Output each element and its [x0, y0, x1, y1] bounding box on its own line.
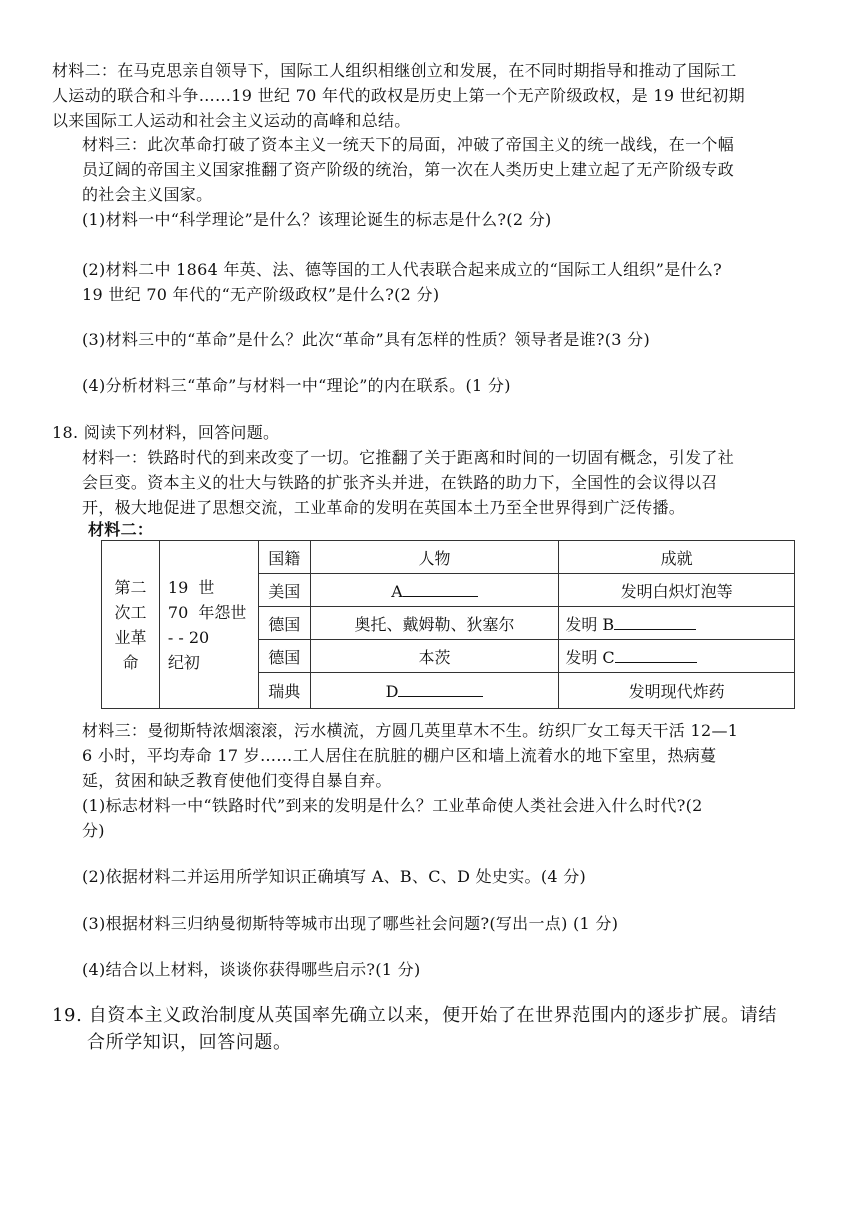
q17-material3-line-2: 员辽阔的帝国主义国家推翻了资产阶级的统治，第一次在人类历史上建立起了无产阶级专政: [82, 160, 735, 179]
q18-material2-label: 材料二：: [88, 520, 154, 539]
q17-question-1: (1)材料一中“科学理论”是什么？该理论诞生的标志是什么?(2 分): [82, 210, 552, 229]
header-person: 人物: [310, 541, 559, 574]
blank-label: 发明 C: [565, 647, 615, 667]
row-header-line: 第二: [114, 577, 147, 597]
q18-question-2: (2)依据材料二并运用所学知识正确填写 A、B、C、D 处史实。(4 分): [82, 867, 587, 886]
era-line: 70 年怨世: [167, 602, 247, 622]
q17-material2-line-2: 人运动的联合和斗争……19 世纪 70 年代的政权是历史上第一个无产阶级政权，是 19 世纪初期: [52, 86, 745, 105]
achievement-cell: [559, 640, 795, 673]
table-header-row: [102, 541, 795, 574]
fill-in-blank: [398, 680, 483, 697]
fill-in-blank: [615, 646, 697, 663]
row-header-line: 命: [122, 652, 139, 672]
person-cell: [310, 574, 559, 607]
q17-material2-line-3: 以来国际工人运动和社会主义运动的高峰和总结。: [52, 111, 411, 130]
header-nation: 国籍: [258, 541, 310, 574]
row-header-line: 业革: [114, 627, 147, 647]
q17-question-3: (3)材料三中的“革命”是什么？此次“革命”具有怎样的性质？领导者是谁?(3 分): [82, 330, 651, 349]
blank-label: 发明 B: [565, 614, 615, 634]
q18-question-3: (3)根据材料三归纳曼彻斯特等城市出现了哪些社会问题?(写出一点) (1 分): [82, 914, 619, 933]
q17-question-2-cont: 19 世纪 70 年代的“无产阶级政权”是什么?(2 分): [82, 285, 440, 304]
q18-material1-line-1: 材料一：铁路时代的到来改变了一切。它推翻了关于距离和时间的一切固有概念，引发了社: [82, 448, 735, 467]
person-cell: 奥托、戴姆勒、狄塞尔: [310, 607, 559, 640]
q18-material3-line-3: 延，贫困和缺乏教育使他们变得自暴自弃。: [82, 771, 392, 790]
era-line: 纪初: [167, 652, 200, 672]
achievement-cell: [559, 607, 795, 640]
person-cell: [310, 673, 559, 709]
header-achievement: 成就: [559, 541, 795, 574]
blank-label: A: [391, 581, 403, 601]
q18-question-1: (1)标志材料一中“铁路时代”到来的发明是什么？工业革命使人类社会进入什么时代?(2: [82, 796, 703, 815]
table-era-cell: [159, 541, 258, 709]
q18-material1-line-2: 会巨变。资本主义的壮大与铁路的扩张齐头并进，在铁路的助力下，全国性的会议得以召: [82, 473, 718, 492]
nation-cell: 德国: [258, 607, 310, 640]
q18-material3-line-1: 材料三：曼彻斯特浓烟滚滚，污水横流，方圆几英里草木不生。纺织厂女工每天干活 12—1: [82, 721, 739, 740]
q18-material3-line-2: 6 小时，平均寿命 17 岁……工人居住在肮脏的棚户区和墙上流着水的地下室里，热病蔓: [82, 746, 717, 765]
fill-in-blank: [403, 580, 478, 597]
q19-line-2: 合所学知识，回答问题。: [87, 1032, 292, 1053]
q17-material2-line-1: 材料二：在马克思亲自领导下，国际工人组织相继创立和发展，在不同时期指导和推动了国际工: [52, 61, 737, 80]
q18-question-1-cont: 分): [82, 821, 105, 840]
q18-question-4: (4)结合以上材料，谈谈你获得哪些启示?(1 分): [82, 960, 421, 979]
person-cell: 本茨: [310, 640, 559, 673]
q17-material3-line-3: 的社会主义国家。: [82, 185, 213, 204]
q18-material1-line-3: 开，极大地促进了思想交流，工业革命的发明在英国本土乃至全世界得到广泛传播。: [82, 498, 686, 517]
nation-cell: 瑞典: [258, 673, 310, 709]
nation-cell: 美国: [258, 574, 310, 607]
blank-label: D: [385, 682, 399, 701]
table-row-header-cell: [102, 541, 160, 709]
industrial-revolution-table: [101, 540, 795, 709]
era-line: 19 世: [167, 577, 215, 597]
fill-in-blank: [614, 613, 696, 630]
achievement-cell: 发明现代炸药: [559, 673, 795, 709]
q18-title: 18. 阅读下列材料，回答问题。: [52, 423, 280, 442]
row-header-line: 次工: [114, 602, 147, 622]
q19-line-1: 19. 自资本主义政治制度从英国率先确立以来，便开始了在世界范围内的逐步扩展。请结: [52, 1005, 777, 1026]
achievement-cell: 发明白炽灯泡等: [559, 574, 795, 607]
q17-question-2: (2)材料二中 1864 年英、法、德等国的工人代表联合起来成立的“国际工人组织”是什么?: [82, 260, 722, 279]
era-line: - - 20: [167, 627, 210, 647]
q17-material3-line-1: 材料三：此次革命打破了资本主义一统天下的局面，冲破了帝国主义的统一战线，在一个幅: [82, 135, 735, 154]
q17-question-4: (4)分析材料三“革命”与材料一中“理论”的内在联系。(1 分): [82, 376, 511, 395]
nation-cell: 德国: [258, 640, 310, 673]
